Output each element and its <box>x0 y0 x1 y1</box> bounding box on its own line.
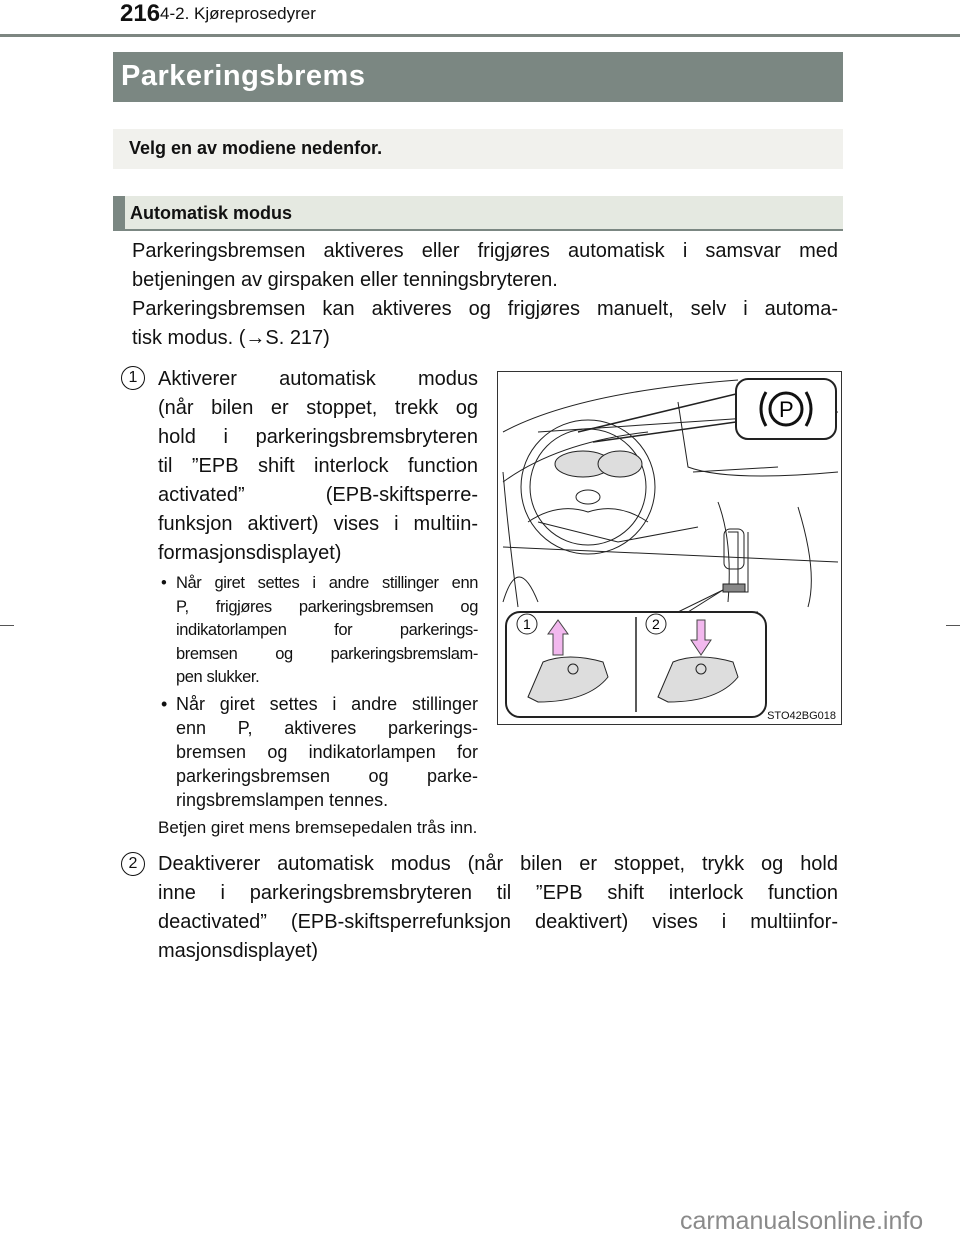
text-line: masjonsdisplayet) <box>158 940 319 962</box>
text-line: bremsen og parkeringsbremslam- <box>176 644 478 663</box>
bullet-dot: • <box>161 694 168 714</box>
text-line: ringsbremslampen tennes. <box>176 790 389 810</box>
page-number: 216 <box>120 0 161 27</box>
text-line: P, frigjøres parkeringsbremsen og <box>176 597 478 616</box>
text-line: indikatorlampen for parkerings- <box>176 621 478 639</box>
detail-label-2: 2 <box>652 616 660 632</box>
text-line: Når giret settes i andre stillinger enn <box>176 574 478 592</box>
intro-box: Velg en av modiene nedenfor. <box>113 129 843 169</box>
callout-symbol: P <box>779 397 794 422</box>
text-line: formasjonsdisplayet) <box>158 542 342 564</box>
subheading-text: Automatisk modus <box>130 203 293 223</box>
subheading <box>113 196 843 231</box>
watermark: carmanualsonline.info <box>680 1207 924 1235</box>
text-line: Aktiverer automatisk modus <box>158 368 478 390</box>
bullet-2 <box>161 692 478 812</box>
text-line: activated” (EPB-skiftsperre- <box>158 484 478 506</box>
text-line: (når bilen er stoppet, trekk og <box>158 397 478 419</box>
intro-paragraph <box>132 237 838 353</box>
step-number-2: 2 <box>121 852 145 876</box>
figure-id: STO42BG018 <box>767 710 836 722</box>
note-text: Betjen giret mens bremsepedalen trås inn. <box>158 818 478 837</box>
text-line: til ”EPB shift interlock function <box>158 455 478 477</box>
text-line: pen slukker. <box>176 668 260 686</box>
step-1-text <box>158 365 478 568</box>
parking-brake-illustration <box>497 371 842 725</box>
page-title: Parkeringsbrems <box>113 52 843 102</box>
bullet-1-text <box>176 572 478 690</box>
bullet-1 <box>161 572 478 690</box>
text-line: deactivated” (EPB-skiftsperrefunksjon deaktivert) vises i multiinfor- <box>158 911 838 933</box>
text-line: tisk modus. (→S. 217) <box>132 327 330 349</box>
text-line: enn P, aktiveres parkerings- <box>176 718 478 738</box>
bullet-2-text <box>176 692 478 812</box>
header-rule <box>0 34 960 37</box>
bullet-dot: • <box>161 574 167 592</box>
text-line: inne i parkeringsbremsbryteren til ”EPB shift interlock function <box>158 882 838 904</box>
text-line: betjeningen av girspaken eller tenningsbryteren. <box>132 269 558 291</box>
text-line: funksjon aktivert) vises i multiin- <box>158 513 478 535</box>
text-line: Når giret settes i andre stillinger <box>176 694 478 714</box>
step-2-text <box>158 850 838 966</box>
text-line: hold i parkeringsbremsbryteren <box>158 426 478 448</box>
text-line: parkeringsbremsen og parke- <box>176 766 478 786</box>
text-line: Deaktiverer automatisk modus (når bilen er stoppet, trykk og hold <box>158 853 838 875</box>
crop-mark-left <box>0 625 14 626</box>
text-line: bremsen og indikatorlampen for <box>176 742 478 762</box>
text-line: Parkeringsbremsen kan aktiveres og frigjøres manuelt, selv i automa- <box>132 298 838 320</box>
dashboard-drawing <box>498 372 841 724</box>
step-number-1: 1 <box>121 366 145 390</box>
text-line: Parkeringsbremsen aktiveres eller frigjøres automatisk i samsvar med <box>132 240 838 262</box>
detail-label-1: 1 <box>523 616 531 632</box>
crop-mark-right <box>946 625 960 626</box>
section-title: 4-2. Kjøreprosedyrer <box>160 4 316 23</box>
